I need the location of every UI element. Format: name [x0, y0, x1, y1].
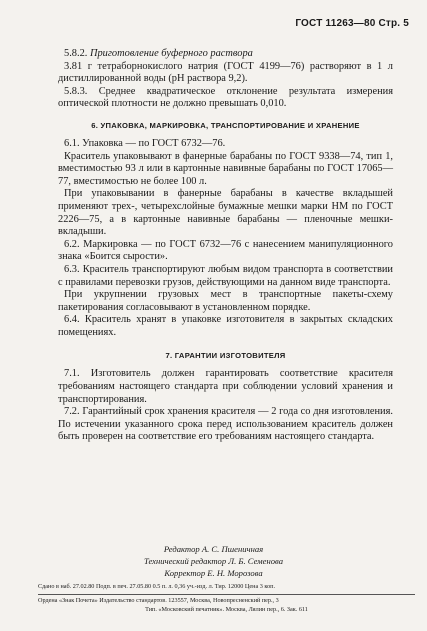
- credit-editor: Редактор А. С. Пшеничная: [163, 544, 264, 554]
- credit-proofreader: Корректор Е. Н. Морозова: [164, 568, 263, 578]
- section-6-title: 6. УПАКОВКА, МАРКИРОВКА, ТРАНСПОРТИРОВАНИЕ И ХРАНЕНИЕ: [91, 120, 360, 130]
- clause-6-1-packing: Краситель упаковывают в фанерные барабаны по ГОСТ 9338—74, тип 1, вместимостью 93 л или в картонные навивные барабаны по ГОСТ 17065—77, вместимостью не более 100 л.: [58, 150, 393, 187]
- credit-tech-editor: Технический редактор Л. Б. Семенова: [143, 556, 284, 566]
- page-header: ГОСТ 11263—80 Стр. 5: [295, 18, 409, 29]
- editorial-credits: [0, 543, 427, 579]
- clause-5-8-2-heading: [58, 48, 393, 61]
- clause-7-2: 7.2. Гарантийный срок хранения красителя — 2 года со дня изготовления. По истечении указанного срока перед использованием краситель должен быть проверен на соответствие его требованиям настоящего стандарта.: [58, 406, 393, 443]
- clause-5-8-2-text: 3.81 г тетраборнокислого натрия (ГОСТ 4199—76) растворяют в 1 л дистиллированной воды (рН раствора 9,2).: [58, 60, 393, 85]
- clause-6-4: 6.4. Краситель хранят в упаковке изготовителя в закрытых складских помещениях.: [58, 314, 393, 338]
- clause-6-1: 6.1. Упаковка — по ГОСТ 6732—76.: [64, 137, 226, 149]
- imprint-line-print: Сдано в наб. 27.02.80 Подп. в печ. 27.05.80 0.5 п. л. 0,36 уч.-изд. л. Тир. 12000 Цена 3 коп.: [38, 583, 276, 590]
- document-body: [58, 48, 393, 444]
- section-7-title: 7. ГАРАНТИИ ИЗГОТОВИТЕЛЯ: [165, 351, 286, 361]
- imprint-line-printer: Тип. «Московский печатник». Москва, Лялин пер., 6. Зак. 611: [145, 605, 308, 613]
- clause-number: 5.8.2.: [64, 48, 90, 59]
- footer-divider: [38, 594, 415, 595]
- clause-title: Приготовление буферного раствора: [89, 48, 253, 59]
- clause-6-3-packets: При укрупнении грузовых мест в транспортные пакеты-схему пакетирования согласовывают в установленном порядке.: [58, 289, 393, 313]
- imprint-footer: [38, 583, 415, 614]
- clause-6-1-liners: При упаковывании в фанерные барабаны в качестве вкладышей применяют трех-, четырехслойные бумажные мешки марки НМ по ГОСТ 2226—75, а в картонные навивные барабаны — пленочные мешки-вкладыши.: [58, 188, 393, 238]
- clause-7-1: 7.1. Изготовитель должен гарантировать соответствие красителя требованиям настоящего стандарта при соблюдении условий хранения и транспортирования.: [58, 368, 393, 405]
- imprint-line-publisher: Ордена «Знак Почета» Издательство стандартов. 123557, Москва, Новопресненский пер., 3: [38, 597, 279, 605]
- clause-5-8-3: 5.8.3. Среднее квадратическое отклонение результата измерения оптической плотности не должно превышать 0,010.: [58, 85, 393, 110]
- clause-6-2: 6.2. Маркировка — по ГОСТ 6732—76 с нанесением манипуляционного знака «Боится сырости».: [58, 238, 393, 263]
- clause-6-3: 6.3. Краситель транспортируют любым видом транспорта в соответствии с правилами перевозки грузов, действующими на данном виде транспорта.: [58, 263, 393, 288]
